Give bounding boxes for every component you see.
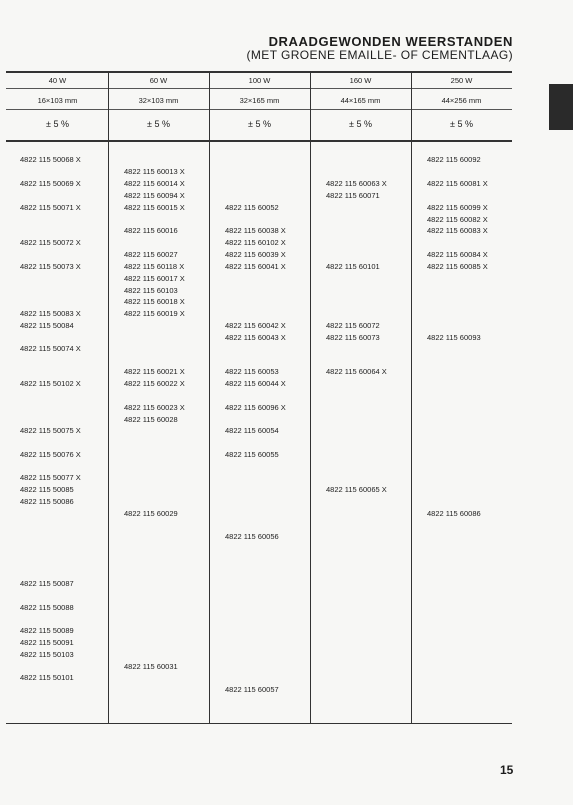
part-number-cell: 4822 115 50083 X — [20, 309, 81, 318]
part-number-cell: 4822 115 60023 X — [124, 403, 185, 412]
part-number-cell: 4822 115 60103 — [124, 286, 178, 295]
part-number-cell: 4822 115 60092 — [427, 155, 481, 164]
header-power-3: 100 W — [248, 76, 271, 85]
table-top-rule — [6, 71, 512, 73]
part-number-cell: 4822 115 60102 X — [225, 238, 286, 247]
part-number-cell: 4822 115 60053 — [225, 367, 279, 376]
part-number-cell: 4822 115 50089 — [20, 626, 74, 635]
part-number-cell: 4822 115 60094 X — [124, 191, 185, 200]
part-number-cell: 4822 115 60073 — [326, 333, 380, 342]
part-number-cell: 4822 115 60083 X — [427, 226, 488, 235]
header-rule-1 — [6, 88, 512, 89]
part-number-cell: 4822 115 50076 X — [20, 450, 81, 459]
part-number-cell: 4822 115 50086 — [20, 497, 74, 506]
part-number-cell: 4822 115 60096 X — [225, 403, 286, 412]
part-number-cell: 4822 115 60052 — [225, 203, 279, 212]
part-number-cell: 4822 115 50101 — [20, 673, 74, 682]
part-number-cell: 4822 115 60038 X — [225, 226, 286, 235]
part-number-cell: 4822 115 50075 X — [20, 426, 81, 435]
part-number-cell: 4822 115 50087 — [20, 579, 74, 588]
part-number-cell: 4822 115 60056 — [225, 532, 279, 541]
column-divider — [108, 72, 109, 724]
header-tolerance-3: ± 5 % — [248, 119, 271, 129]
part-number-cell: 4822 115 50103 — [20, 650, 74, 659]
header-power-5: 250 W — [450, 76, 473, 85]
part-number-cell: 4822 115 60101 — [326, 262, 380, 271]
header-tolerance-5: ± 5 % — [450, 119, 473, 129]
part-number-cell: 4822 115 60063 X — [326, 179, 387, 188]
column-divider — [411, 72, 412, 724]
part-number-cell: 4822 115 50071 X — [20, 203, 81, 212]
part-number-cell: 4822 115 50085 — [20, 485, 74, 494]
header-rule-3 — [6, 140, 512, 142]
part-number-cell: 4822 115 60028 — [124, 415, 178, 424]
part-number-cell: 4822 115 50069 X — [20, 179, 81, 188]
header-power-2: 60 W — [149, 76, 168, 85]
part-number-cell: 4822 115 50072 X — [20, 238, 81, 247]
part-number-cell: 4822 115 60084 X — [427, 250, 488, 259]
header-size-1: 16×103 mm — [37, 96, 78, 105]
part-number-cell: 4822 115 50074 X — [20, 344, 81, 353]
header-tolerance-4: ± 5 % — [349, 119, 372, 129]
part-number-cell: 4822 115 60054 — [225, 426, 279, 435]
part-number-cell: 4822 115 60031 — [124, 662, 178, 671]
part-number-cell: 4822 115 60027 — [124, 250, 178, 259]
part-number-cell: 4822 115 50068 X — [20, 155, 81, 164]
part-number-cell: 4822 115 60021 X — [124, 367, 185, 376]
header-size-3: 32×165 mm — [239, 96, 280, 105]
part-number-cell: 4822 115 60041 X — [225, 262, 286, 271]
part-number-cell: 4822 115 60018 X — [124, 297, 185, 306]
table-bottom-rule — [6, 723, 512, 724]
header-size-5: 44×256 mm — [441, 96, 482, 105]
part-number-cell: 4822 115 50077 X — [20, 473, 81, 482]
part-number-cell: 4822 115 60082 X — [427, 215, 488, 224]
part-number-cell: 4822 115 60086 — [427, 509, 481, 518]
page-subtitle: (MET GROENE EMAILLE- OF CEMENTLAAG) — [246, 48, 513, 62]
header-tolerance-2: ± 5 % — [147, 119, 170, 129]
part-number-cell: 4822 115 60016 — [124, 226, 178, 235]
thumb-index-tab — [549, 84, 573, 130]
part-number-cell: 4822 115 60065 X — [326, 485, 387, 494]
part-number-cell: 4822 115 60015 X — [124, 203, 185, 212]
part-number-cell: 4822 115 60081 X — [427, 179, 488, 188]
part-number-cell: 4822 115 60042 X — [225, 321, 286, 330]
part-number-cell: 4822 115 60013 X — [124, 167, 185, 176]
part-number-cell: 4822 115 60085 X — [427, 262, 488, 271]
part-number-cell: 4822 115 50073 X — [20, 262, 81, 271]
part-number-cell: 4822 115 60118 X — [124, 262, 185, 271]
part-number-cell: 4822 115 60014 X — [124, 179, 185, 188]
part-number-cell: 4822 115 50088 — [20, 603, 74, 612]
header-size-4: 44×165 mm — [340, 96, 381, 105]
header-rule-2 — [6, 109, 512, 110]
header-power-4: 160 W — [349, 76, 372, 85]
part-number-cell: 4822 115 50102 X — [20, 379, 81, 388]
part-number-cell: 4822 115 50084 — [20, 321, 74, 330]
part-number-cell: 4822 115 60057 — [225, 685, 279, 694]
part-number-cell: 4822 115 60093 — [427, 333, 481, 342]
column-divider — [310, 72, 311, 724]
part-number-cell: 4822 115 60019 X — [124, 309, 185, 318]
part-number-cell: 4822 115 50091 — [20, 638, 74, 647]
part-number-cell: 4822 115 60071 — [326, 191, 380, 200]
part-number-cell: 4822 115 60044 X — [225, 379, 286, 388]
header-size-2: 32×103 mm — [138, 96, 179, 105]
part-number-cell: 4822 115 60043 X — [225, 333, 286, 342]
part-number-cell: 4822 115 60064 X — [326, 367, 387, 376]
header-power-1: 40 W — [48, 76, 67, 85]
part-number-cell: 4822 115 60029 — [124, 509, 178, 518]
page-number: 15 — [500, 763, 514, 777]
column-divider — [209, 72, 210, 724]
part-number-cell: 4822 115 60099 X — [427, 203, 488, 212]
part-number-cell: 4822 115 60072 — [326, 321, 380, 330]
part-number-cell: 4822 115 60022 X — [124, 379, 185, 388]
header-tolerance-1: ± 5 % — [46, 119, 69, 129]
part-number-cell: 4822 115 60017 X — [124, 274, 185, 283]
part-number-cell: 4822 115 60055 — [225, 450, 279, 459]
page-title: DRAADGEWONDEN WEERSTANDEN — [268, 34, 513, 49]
part-number-cell: 4822 115 60039 X — [225, 250, 286, 259]
